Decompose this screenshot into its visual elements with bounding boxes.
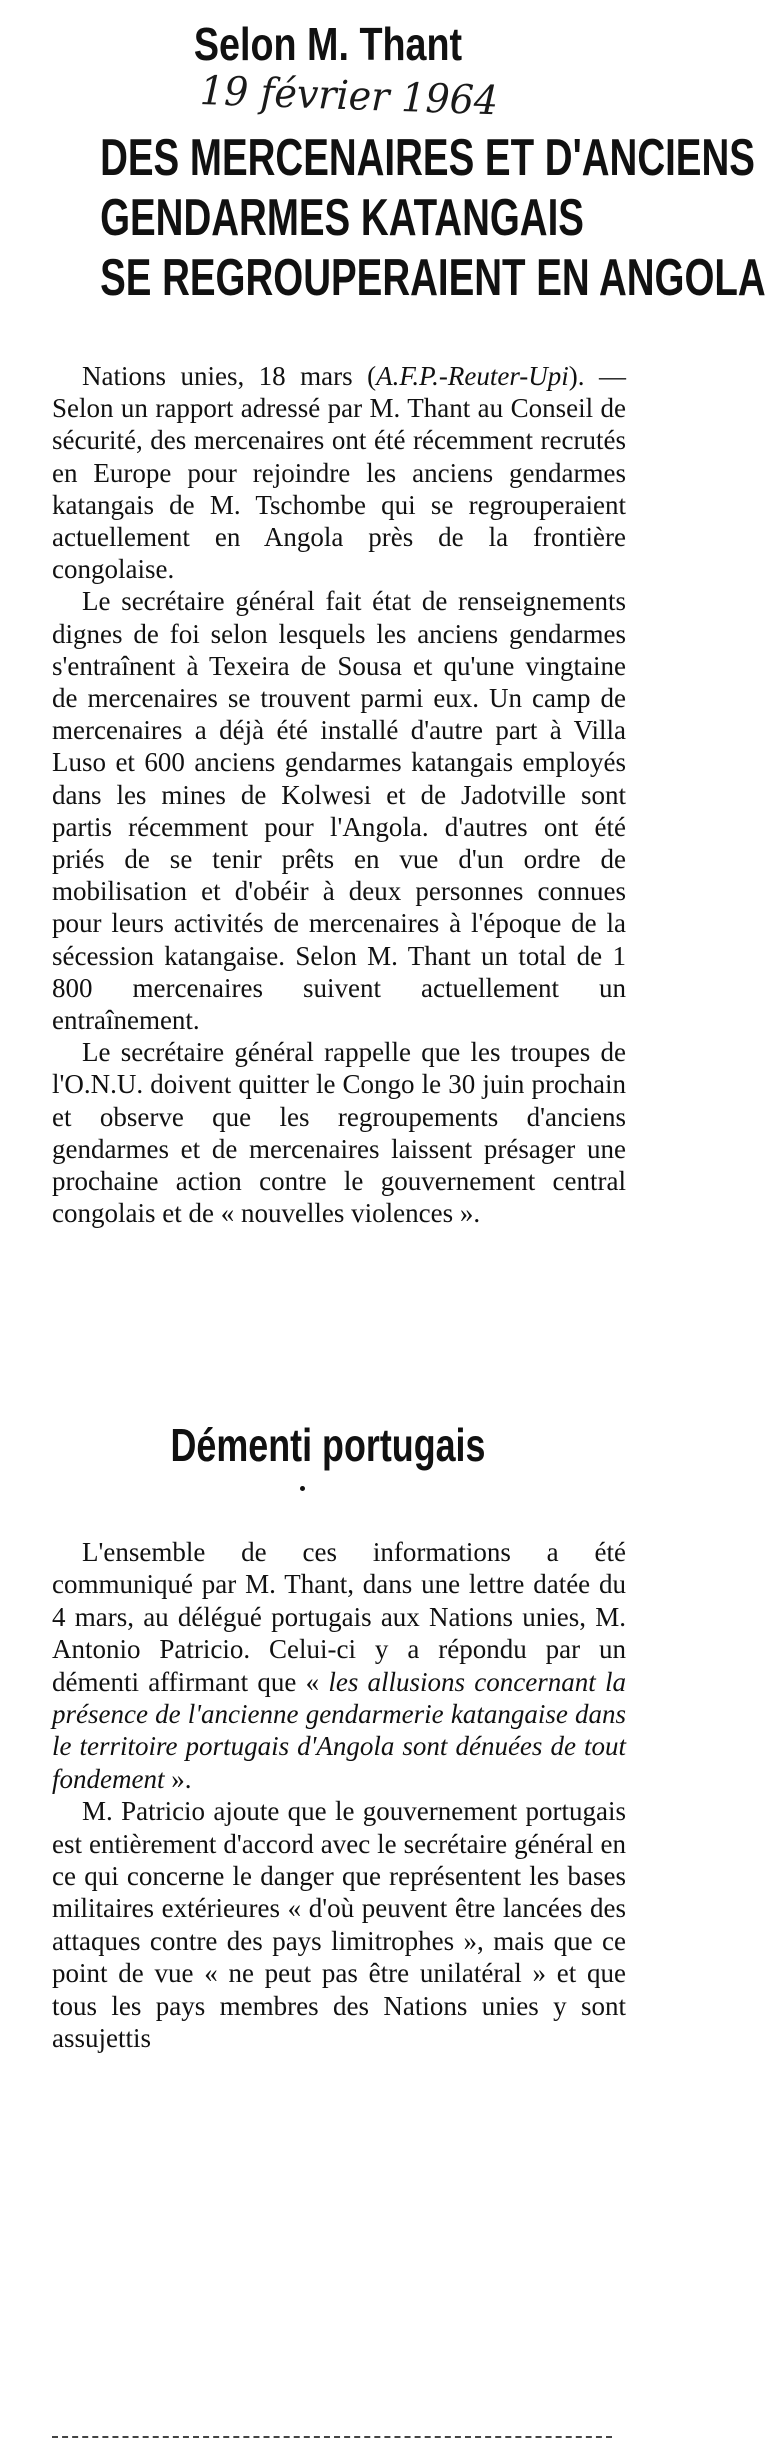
- paragraph-5: M. Patricio ajoute que le gouvernement portugais est entièrement d'accord avec le secrétaire général en ce qui concerne le danger que représentent les bases militaires extérieures « d'où peuvent être lancées des attaques contre des pays limitrophes », mais que ce point de vue « ne peut pas être unilatéral » et que tous les pays membres des Nations unies y sont assujettis: [52, 1796, 626, 2054]
- paragraph-4-end: ».: [164, 1763, 192, 1794]
- ornament-dot: [300, 1486, 305, 1491]
- paragraph-4: [52, 1536, 626, 1795]
- headline-line-3: SE REGROUPERAIENT EN ANGOLA: [100, 249, 766, 307]
- subheading: Démenti portugais: [170, 1419, 486, 1471]
- paragraph-1: [52, 360, 626, 585]
- portuguese-quote: les allusions concernant la présence de l'ancienne gendarmerie katangaise dans le territoire portugais d'Angola sont dénuées de tout fondement: [52, 1666, 626, 1794]
- article-body-2: [52, 1536, 626, 2055]
- agency-credit: A.F.P.-Reuter-Upi: [376, 361, 569, 391]
- paragraph-1-text: ). — Selon un rapport adressé par M. Thant au Conseil de sécurité, des mercenaires ont été récemment recrutés en Europe pour rejoindre les anciens gendarmes katangais de M. Tschombe qui se regrouperaient actuellement en Angola près de la frontière congolaise.: [52, 361, 626, 585]
- dateline: Nations unies, 18 mars (: [82, 361, 377, 391]
- kicker-title: Selon M. Thant: [193, 18, 463, 70]
- paragraph-3: Le secrétaire général rappelle que les troupes de l'O.N.U. doivent quitter le Congo le 30 juin prochain et observe que les regroupements d'anciens gendarmes et de mercenaires laissent présager une prochaine action contre le gouvernement central congolais et de « nouvelles violences ».: [52, 1037, 626, 1229]
- headline-line-2: GENDARMES KATANGAIS: [100, 189, 584, 247]
- end-rule: [52, 2436, 612, 2438]
- handwritten-date: 19 février 1964: [199, 68, 499, 125]
- headline: [20, 128, 766, 308]
- headline-line-1: DES MERCENAIRES ET D'ANCIENS: [100, 129, 755, 187]
- article-body: [52, 360, 626, 1229]
- paragraph-4-text: L'ensemble de ces informations a été communiqué par M. Thant, dans une lettre datée du 4 mars, au délégué portugais aux Nations unies, M. Antonio Patricio. Celui-ci y a répondu par un démenti affirmant que «: [52, 1537, 626, 1697]
- paragraph-2: Le secrétaire général fait état de renseignements dignes de foi selon lesquels les anciens gendarmes s'entraînent à Texeira de Sousa et qu'une vingtaine de mercenaires se trouvent parmi eux. Un camp de mercenaires a déjà été installé d'autre part à Villa Luso et 600 anciens gendarmes katangais employés dans les mines de Kolwesi et de Jadotville sont partis récemment pour l'Angola. d'autres ont été priés de se tenir prêts en vue d'un ordre de mobilisation et d'obéir à deux personnes connues pour leurs activités de mercenaires à l'époque de la sécession katangaise. Selon M. Thant un total de 1 800 mercenaires suivent actuellement un entraînement.: [52, 586, 626, 1036]
